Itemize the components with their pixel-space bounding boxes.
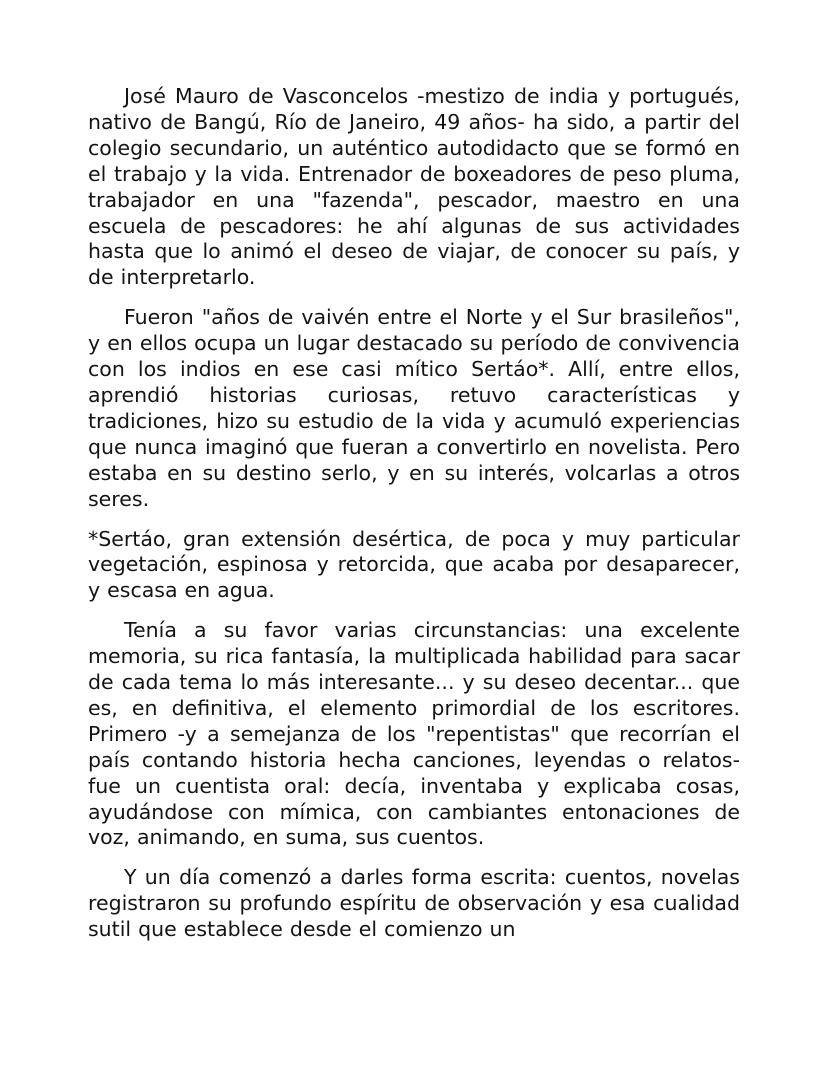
paragraph-travels: Fueron "años de vaivén entre el Norte y el Sur brasileños", y en ellos ocupa un lugar destacado su período de convivencia con los indios en ese casi mítico Sertáo*. Allí, entre ellos, aprendió historias curiosas, retuvo características y tradiciones, hizo su estudio de la vida y acumuló experiencias que nunca imaginó que fueran a convertirlo en novelista. Pero estaba en su destino serlo, y en su interés, volcarlas a otros seres. [88, 305, 740, 511]
footnote-sertao: *Sertáo, gran extensión desértica, de poca y muy particular vegetación, espinosa y retorcida, que acaba por desaparecer, y escasa en agua. [88, 526, 740, 603]
paragraph-bio-intro: José Mauro de Vasconcelos -mestizo de india y portugués, nativo de Bangú, Río de Janeiro, 49 años- ha sido, a partir del colegio secundario, un auténtico autodidacto que se formó en el trabajo y la vida. Entrenador de boxeadores de peso pluma, trabajador en una "fazenda", pescador, maestro en una escuela de pescadores: he ahí algunas de sus actividades hasta que lo animó el deseo de viajar, de conocer su país, y de interpretarlo. [88, 84, 740, 290]
paragraph-circumstances: Tenía a su favor varias circunstancias: una excelente memoria, su rica fantasía, la multiplicada habilidad para sacar de cada tema lo más interesante... y su deseo decentar... que es, en definitiva, el elemento primordial de los escritores. Primero -y a semejanza de los "repentistas" que recorrían el país contando historia hecha canciones, leyendas o relatos- fue un cuentista oral: decía, inventaba y explicaba cosas, ayudándose con mímica, con cambiantes entonaciones de voz, animando, en suma, sus cuentos. [88, 618, 740, 850]
paragraph-written-form: Y un día comenzó a darles forma escrita: cuentos, novelas registraron su profundo espíritu de observación y esa cualidad sutil que establece desde el comienzo un [88, 865, 740, 942]
